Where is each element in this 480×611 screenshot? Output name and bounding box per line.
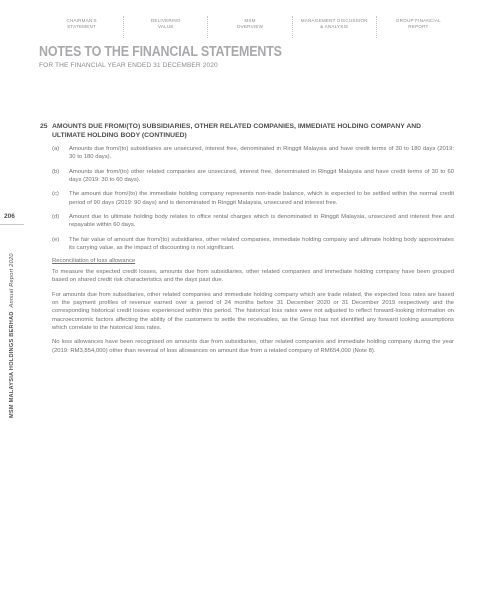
list-item-text: Amounts due from/(to) subsidiaries are unsecured, interest free, denominated in Ringgit Malaysia and have credit terms of 30 to 180 days (2019: 30 to 180 days).	[69, 146, 454, 161]
nav-management-discussion[interactable]: MANAGEMENT DISCUSSION & ANALYSIS	[293, 16, 377, 38]
list-item-label: (d)	[52, 213, 60, 220]
note-title: AMOUNTS DUE FROM/(TO) SUBSIDIARIES, OTHER RELATED COMPANIES, IMMEDIATE HOLDING COMPANY AND ULTIMATE HOLDING BODY (CONTINUED)	[52, 123, 422, 139]
note-content	[52, 145, 454, 355]
list-item-text: The amount due from/(to) the immediate holding company represents non-trade balance, which is expected to be settled within the normal credit period of 90 days (2019: 90 days) and is denominated in Ringgit Malaysia, unsecured and interest free.	[69, 191, 454, 206]
nav-chairmans-statement[interactable]: CHAIRMAN'S STATEMENT	[40, 16, 124, 38]
list-item-label: (e)	[52, 236, 60, 243]
page-number-divider	[0, 224, 24, 225]
list-item	[52, 145, 454, 162]
nav-delivering-value[interactable]: DELIVERING VALUE	[124, 16, 208, 38]
paragraph: For amounts due from subsidiaries, other related companies and immediate holding company which are trade related, the expected loss rates are based on the payment profiles of revenue earned over a period of 24 months before 31 December 2020 or 31 December 2019 respectively and the corresponding historical credit losses experienced within this period. The historical loss rates were not adjusted to reflect forward-looking information on macroeconomic factors affecting the ability of the customers to settle the receivables, as the Group has not identified any forward looking assumptions which correlate to the historical loss rates.	[52, 291, 454, 331]
page-subtitle: FOR THE FINANCIAL YEAR ENDED 31 DECEMBER 2020	[39, 62, 218, 69]
top-navigation	[40, 16, 460, 38]
nav-group-financial-report[interactable]: GROUP FINANCIAL REPORT	[395, 18, 441, 29]
list-item-text: The fair value of amount due from/(to) subsidiaries, other related companies, immediate holding company and ultimate holding body approximates its carrying value, as the impact of discounting is not significant.	[69, 236, 454, 251]
side-company-name: MSM MALAYSIA HOLDINGS BERHAD	[9, 311, 15, 418]
paragraph: No loss allowances have been recognised on amounts due from subsidiaries, other related companies and immediate holding company during the year (2019: RM3,854,000) other than reversal of loss allowances on amount due from a related company of RM654,000 (Note 8).	[52, 339, 454, 354]
side-report-name: Annual Report 2020	[9, 253, 15, 308]
page-number: 206	[4, 213, 15, 220]
note-number: 25	[40, 123, 48, 130]
list-item-label: (a)	[52, 146, 60, 153]
note-section	[40, 123, 454, 361]
reconciliation-heading: Reconciliation of loss allowance	[52, 258, 136, 265]
paragraph: To measure the expected credit losses, amounts due from subsidiaries, other related companies and immediate holding company have been grouped based on shared credit risk characteristics and the days past due.	[52, 269, 454, 284]
list-item	[52, 213, 454, 230]
list-item	[52, 168, 454, 185]
list-item-label: (b)	[52, 168, 60, 175]
list-item-text: Amount due to ultimate holding body relates to office rental charges which is denominated in Ringgit Malaysia, unsecured and interest free and repayable within 60 days.	[69, 213, 454, 229]
list-item-label: (c)	[52, 191, 59, 198]
list-item-text: Amounts due from/(to) other related companies are unsecured, interest free, denominated in Ringgit Malaysia and have credit terms of 30 to 60 days (2019: 30 to 60 days).	[69, 168, 454, 184]
page-title: NOTES TO THE FINANCIAL STATEMENTS	[39, 44, 282, 60]
side-running-header	[9, 253, 15, 418]
list-item	[52, 236, 454, 253]
list-item	[52, 190, 454, 207]
note-heading	[40, 123, 454, 140]
nav-msm-overview[interactable]: MSM OVERVIEW	[208, 16, 292, 38]
